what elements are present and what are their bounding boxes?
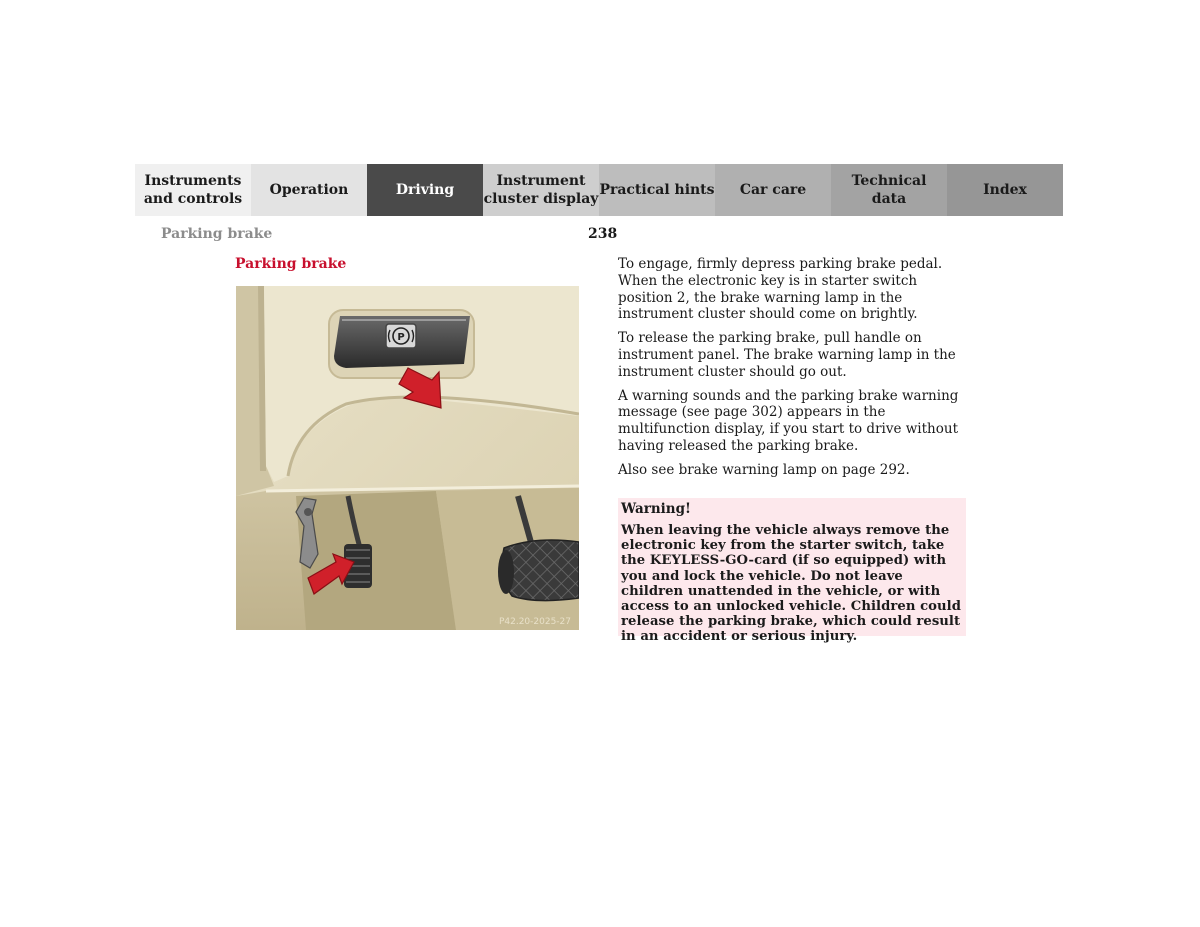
tab-operation[interactable]: Operation: [251, 164, 367, 216]
figure-code: P42.20-2025-27: [498, 617, 571, 627]
running-head: Parking brake: [161, 226, 273, 242]
tab-car-care[interactable]: Car care: [715, 164, 831, 216]
tab-index[interactable]: Index: [947, 164, 1063, 216]
warning-title: Warning!: [621, 501, 691, 517]
warning-box: [618, 498, 966, 645]
parking-brake-p-icon: [386, 324, 416, 348]
tab-driving[interactable]: Driving: [367, 164, 483, 216]
tab-technical-data[interactable]: Technical data: [831, 164, 947, 216]
paragraph: To release the parking brake, pull handle on instrument panel. The brake warning lamp in the instrument cluster should go out.: [618, 330, 956, 380]
page-number: 238: [588, 226, 618, 242]
paragraph: To engage, firmly depress parking brake pedal. When the electronic key is in starter switch position 2, the brake warning lamp in the instrument cluster should come on brightly.: [618, 256, 943, 323]
tab-practical-hints[interactable]: Practical hints: [599, 164, 715, 216]
paragraph: Also see brake warning lamp on page 292.: [618, 461, 910, 478]
paragraph: A warning sounds and the parking brake warning message (see page 302) appears in the multifunction display, if you start to drive without having released the parking brake.: [618, 387, 959, 454]
section-title: Parking brake: [235, 256, 347, 272]
svg-text:P: P: [397, 332, 405, 343]
warning-text: When leaving the vehicle always remove the electronic key from the starter switch, take the KEYLESS-GO-card (if so equipped) with you and lock the vehicle. Do not leave children unattended in the vehicle, or with access to an unlocked vehicle. Children could release the parking brake, which could result in an accident or serious injury.: [621, 523, 961, 645]
parking-brake-illustration: [236, 286, 579, 630]
chapter-tabs: [135, 164, 1065, 216]
tab-instrument-cluster-display[interactable]: Instrument cluster display: [483, 164, 599, 216]
tab-instruments-and-controls[interactable]: Instruments and controls: [135, 164, 251, 216]
body-text: [618, 256, 968, 486]
